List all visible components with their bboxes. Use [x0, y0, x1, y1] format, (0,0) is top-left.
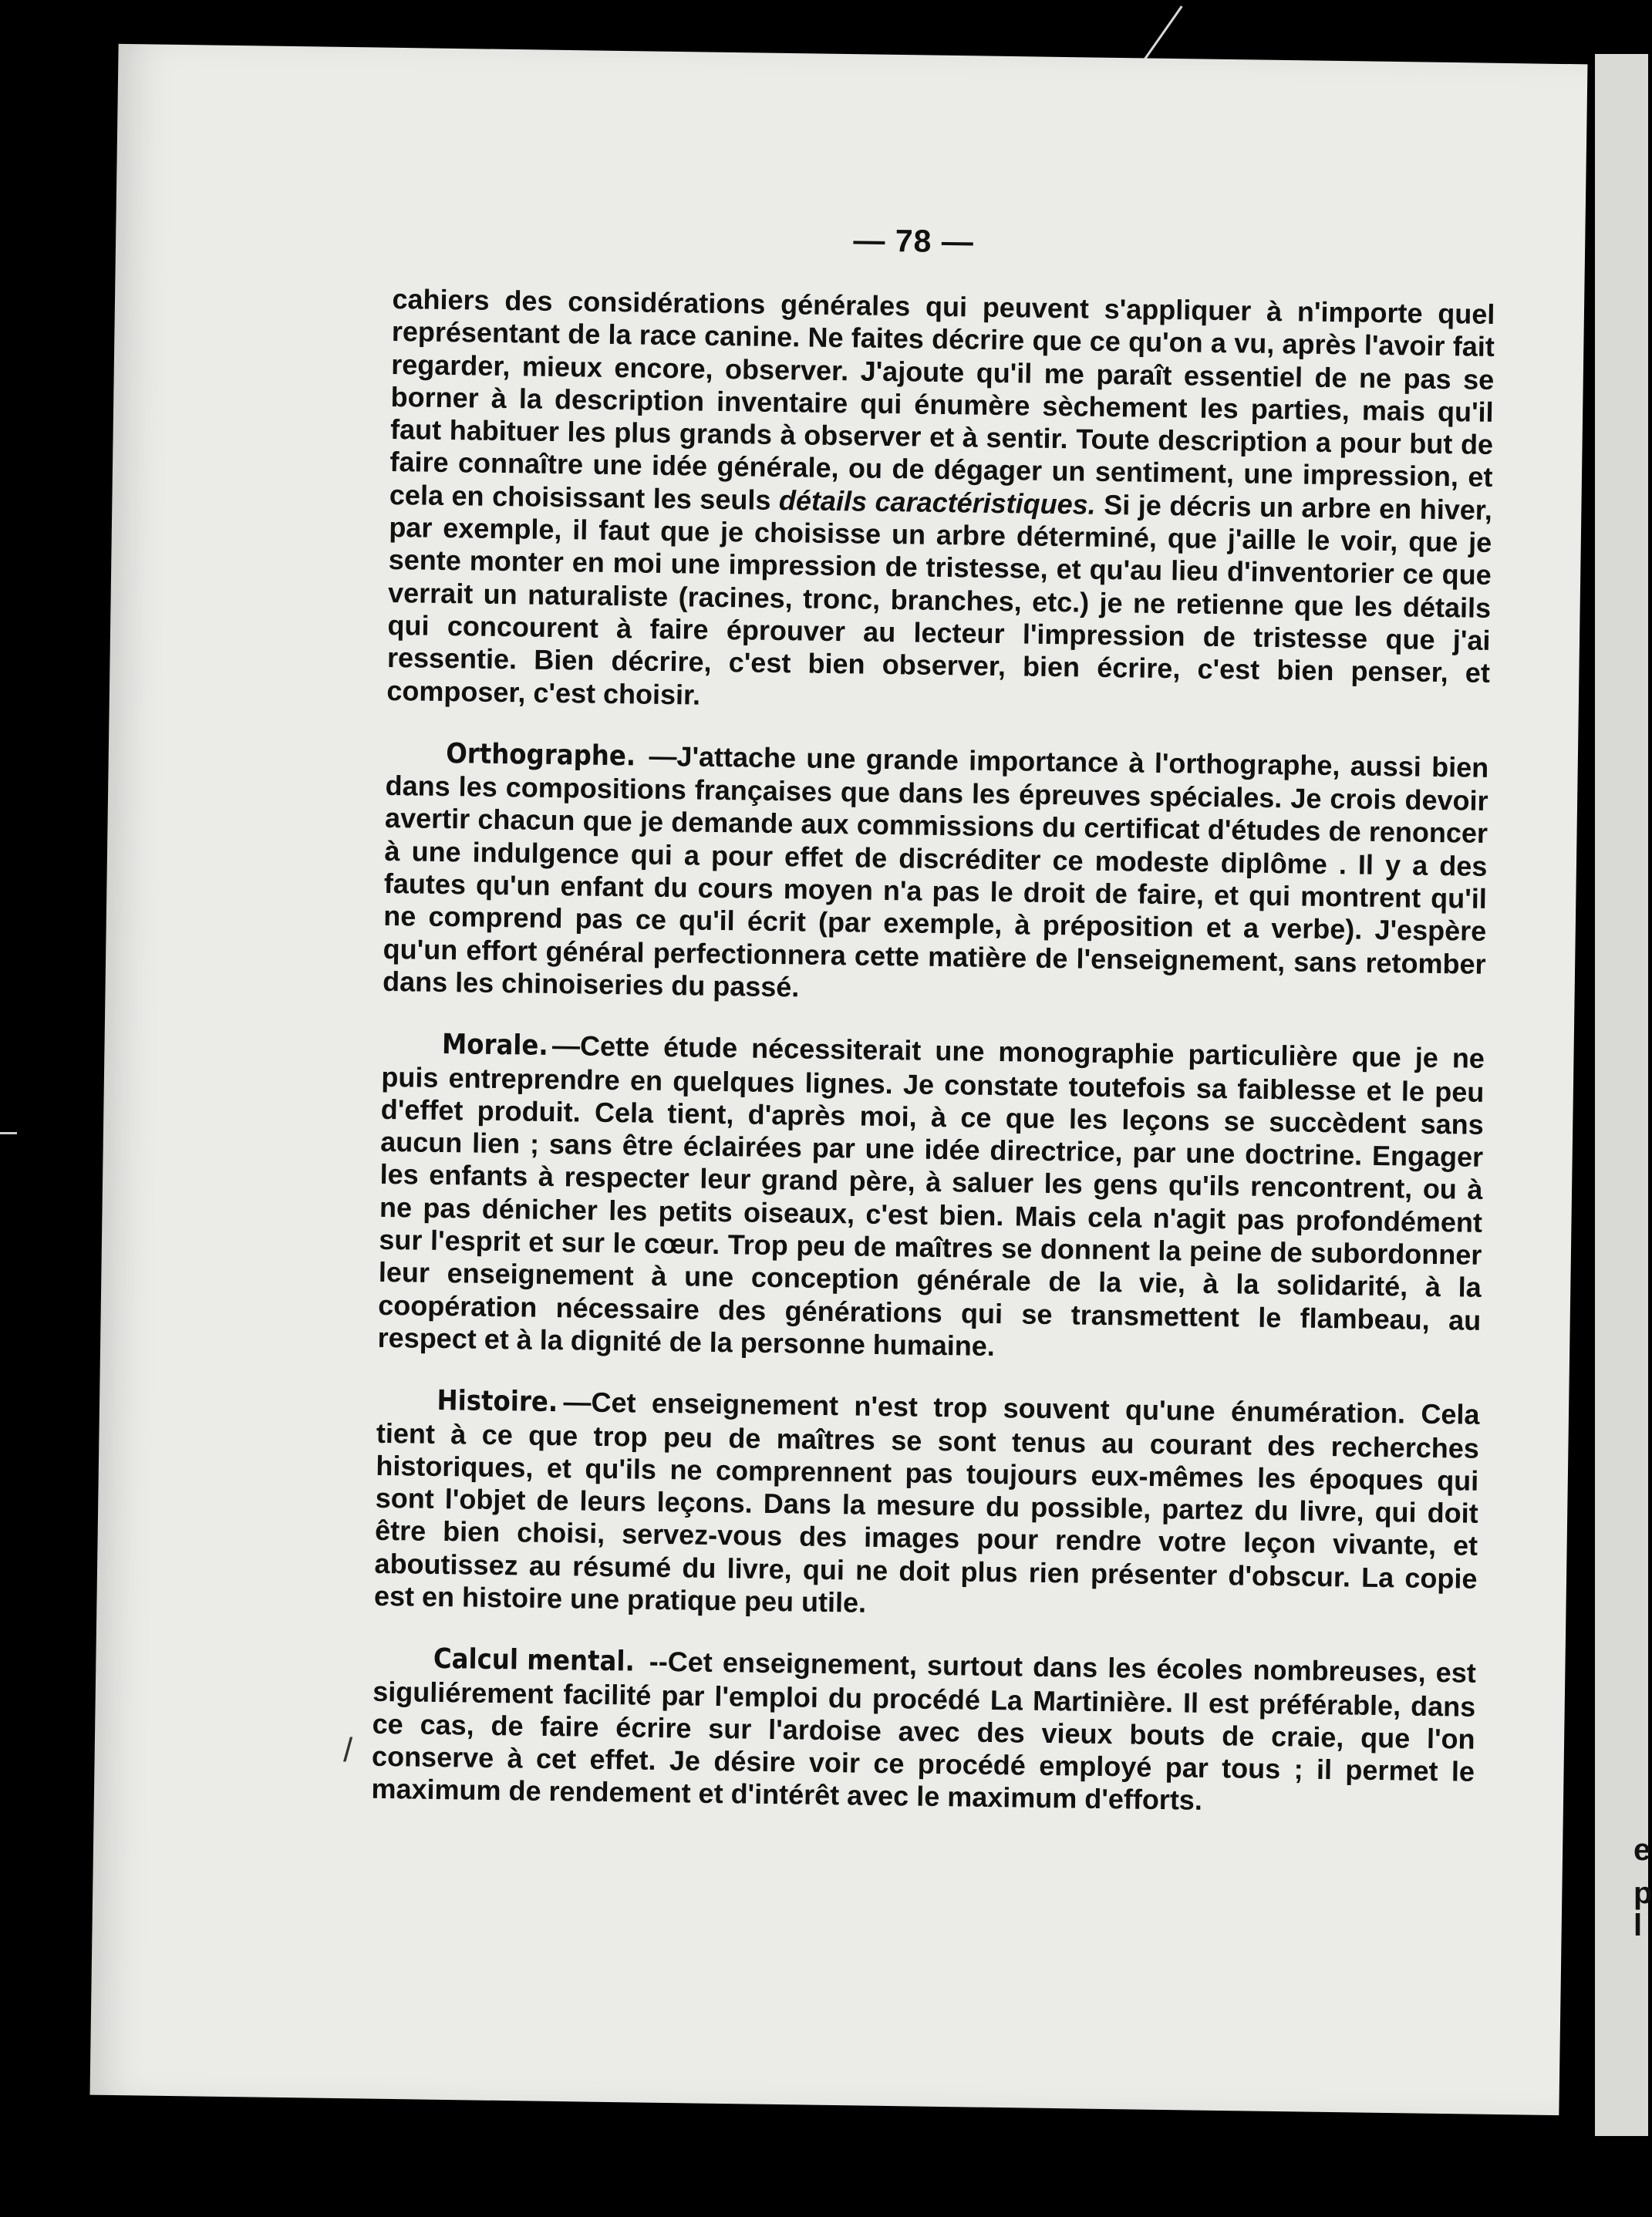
scan-artifact-dash — [0, 1132, 17, 1134]
section-heading: Morale. — [441, 1029, 549, 1063]
paragraph-text: —Cette étude nécessiterait une monographie particulière que je ne puis entreprendre en quelques lignes. Je constate toutefois sa faiblesse et le peu d'effet produit. Cela tient, d'après moi, à ce que les leçons se succèdent sans aucun lien ; sans être éclairées par une idée directrice, par une doctrine. Engager les enfants à respecter leur grand père, à saluer les gens qu'ils rencontrent, ou à ne pas dénicher les petits oiseaux, c'est bien. Mais cela n'agit pas profondément sur l'esprit et sur le cœur. Trop peu de maîtres se donnent la peine de subordonner leur enseignement à une conception générale de la vie, à la solidarité, à la coopération nécessaire des générations qui se transmettent le flambeau, au respect et à la dignité de la personne humaine. — [377, 1029, 1485, 1362]
paragraph-text-continued: Si je décris un arbre en hiver, par exemple, il faut que je choisisse un arbre déterminé, que j'aille le voir, que je sente monter en moi une impression de tristesse, et qu'au lieu d'inventorier ce que verrait un naturaliste (racines, tronc, branches, etc.) je ne retienne que les détails qui concourent à faire éprouver au lecteur l'impression de tristesse que j'ai ressentie. Bien décrire, c'est bien observer, bien écrire, c'est bien penser, et composer, c'est choisir. — [386, 488, 1493, 711]
paragraph-indent — [386, 762, 446, 763]
facing-page-fragment: p — [1633, 1876, 1652, 1910]
paragraph-description — [386, 283, 1495, 723]
page-number: — 78 — — [853, 222, 975, 260]
paragraph-italic-text: détails caractéristiques. — [778, 483, 1096, 521]
section-heading: Histoire. — [437, 1385, 558, 1419]
paragraph-calcul-mental — [371, 1642, 1476, 1821]
paragraph-text: —J'attache une grande importance à l'orthographe, aussi bien dans les compositions françaises que dans les épreuves spéciales. Je crois devoir avertir chacun que je demande aux commissions du certificat d'études de renoncer à une indulgence qui a pour effet de discréditer ce modeste diplôme . Il y a des fautes qu'un enfant du cours moyen n'a pas le droit de faire, et qui montrent qu'il ne comprend pas ce qu'il écrit (par exemple, à préposition et a verbe). J'espère qu'un effort général perfectionnera cette matière de l'enseignement, sans retomber dans les chinoiseries du passé. — [382, 740, 1489, 1003]
scan-artifact-line — [1141, 5, 1182, 63]
paragraph-histoire — [374, 1383, 1480, 1628]
section-heading: Orthographe. — [445, 737, 636, 773]
paragraph-indent — [373, 1667, 433, 1668]
facing-page-fragment: e — [1633, 1833, 1651, 1867]
paragraph-text: --Cet enseignement, surtout dans les écoles nombreuses, est siguliérement facilité par l'emploi du procédé La Martinière. Il est préférable, dans ce cas, de faire écrire sur l'ardoise avec des vieux bouts de craie, que l'on conserve à cet effet. Je désire voir ce procédé employé par tous ; il permet le maximum de rendement et d'intérêt avec le maximum d'efforts. — [371, 1646, 1477, 1817]
text-block — [371, 216, 1496, 1851]
paragraph-text: cahiers des considérations générales qui peuvent s'appliquer à n'importe quel représentant de la race canine. Ne faites décrire que ce qu'on a vu, après l'avoir fait regarder, mieux encore, observer. J'ajoute qu'il me paraît essentiel de ne pas se borner à la description inventaire qui énumère sèchement les parties, mais qu'il faut habituer les plus grands à observer et à sentir. Toute description a pour but de faire connaître une idée générale, ou de dégager un sentiment, une impression, et cela en choisissant les seuls — [389, 282, 1495, 516]
margin-pencil-mark: / — [343, 1731, 353, 1769]
paragraph-text: —Cet enseignement n'est trop souvent qu'une énumération. Cela tient à ce que trop peu de maîtres se sont tenus au courant des recherches historiques, et qu'ils ne comprennent pas toujours eux-mêmes les époques qui sont l'objet de leurs leçons. Dans la mesure du possible, partez du livre, qui doit être bien choisi, servez-vous des images pour rendre votre leçon vivante, et aboutissez au résumé du livre, qui ne doit plus rien présenter d'obscur. La copie est en histoire une pratique peu utile. — [373, 1386, 1480, 1619]
facing-page-fragment: l — [1633, 1909, 1643, 1942]
facing-page-edge — [1595, 54, 1652, 2136]
paragraph-orthographe — [383, 736, 1489, 1013]
paragraph-indent — [376, 1409, 437, 1410]
section-heading: Calcul mental. — [433, 1643, 636, 1678]
paragraph-morale — [377, 1027, 1485, 1370]
